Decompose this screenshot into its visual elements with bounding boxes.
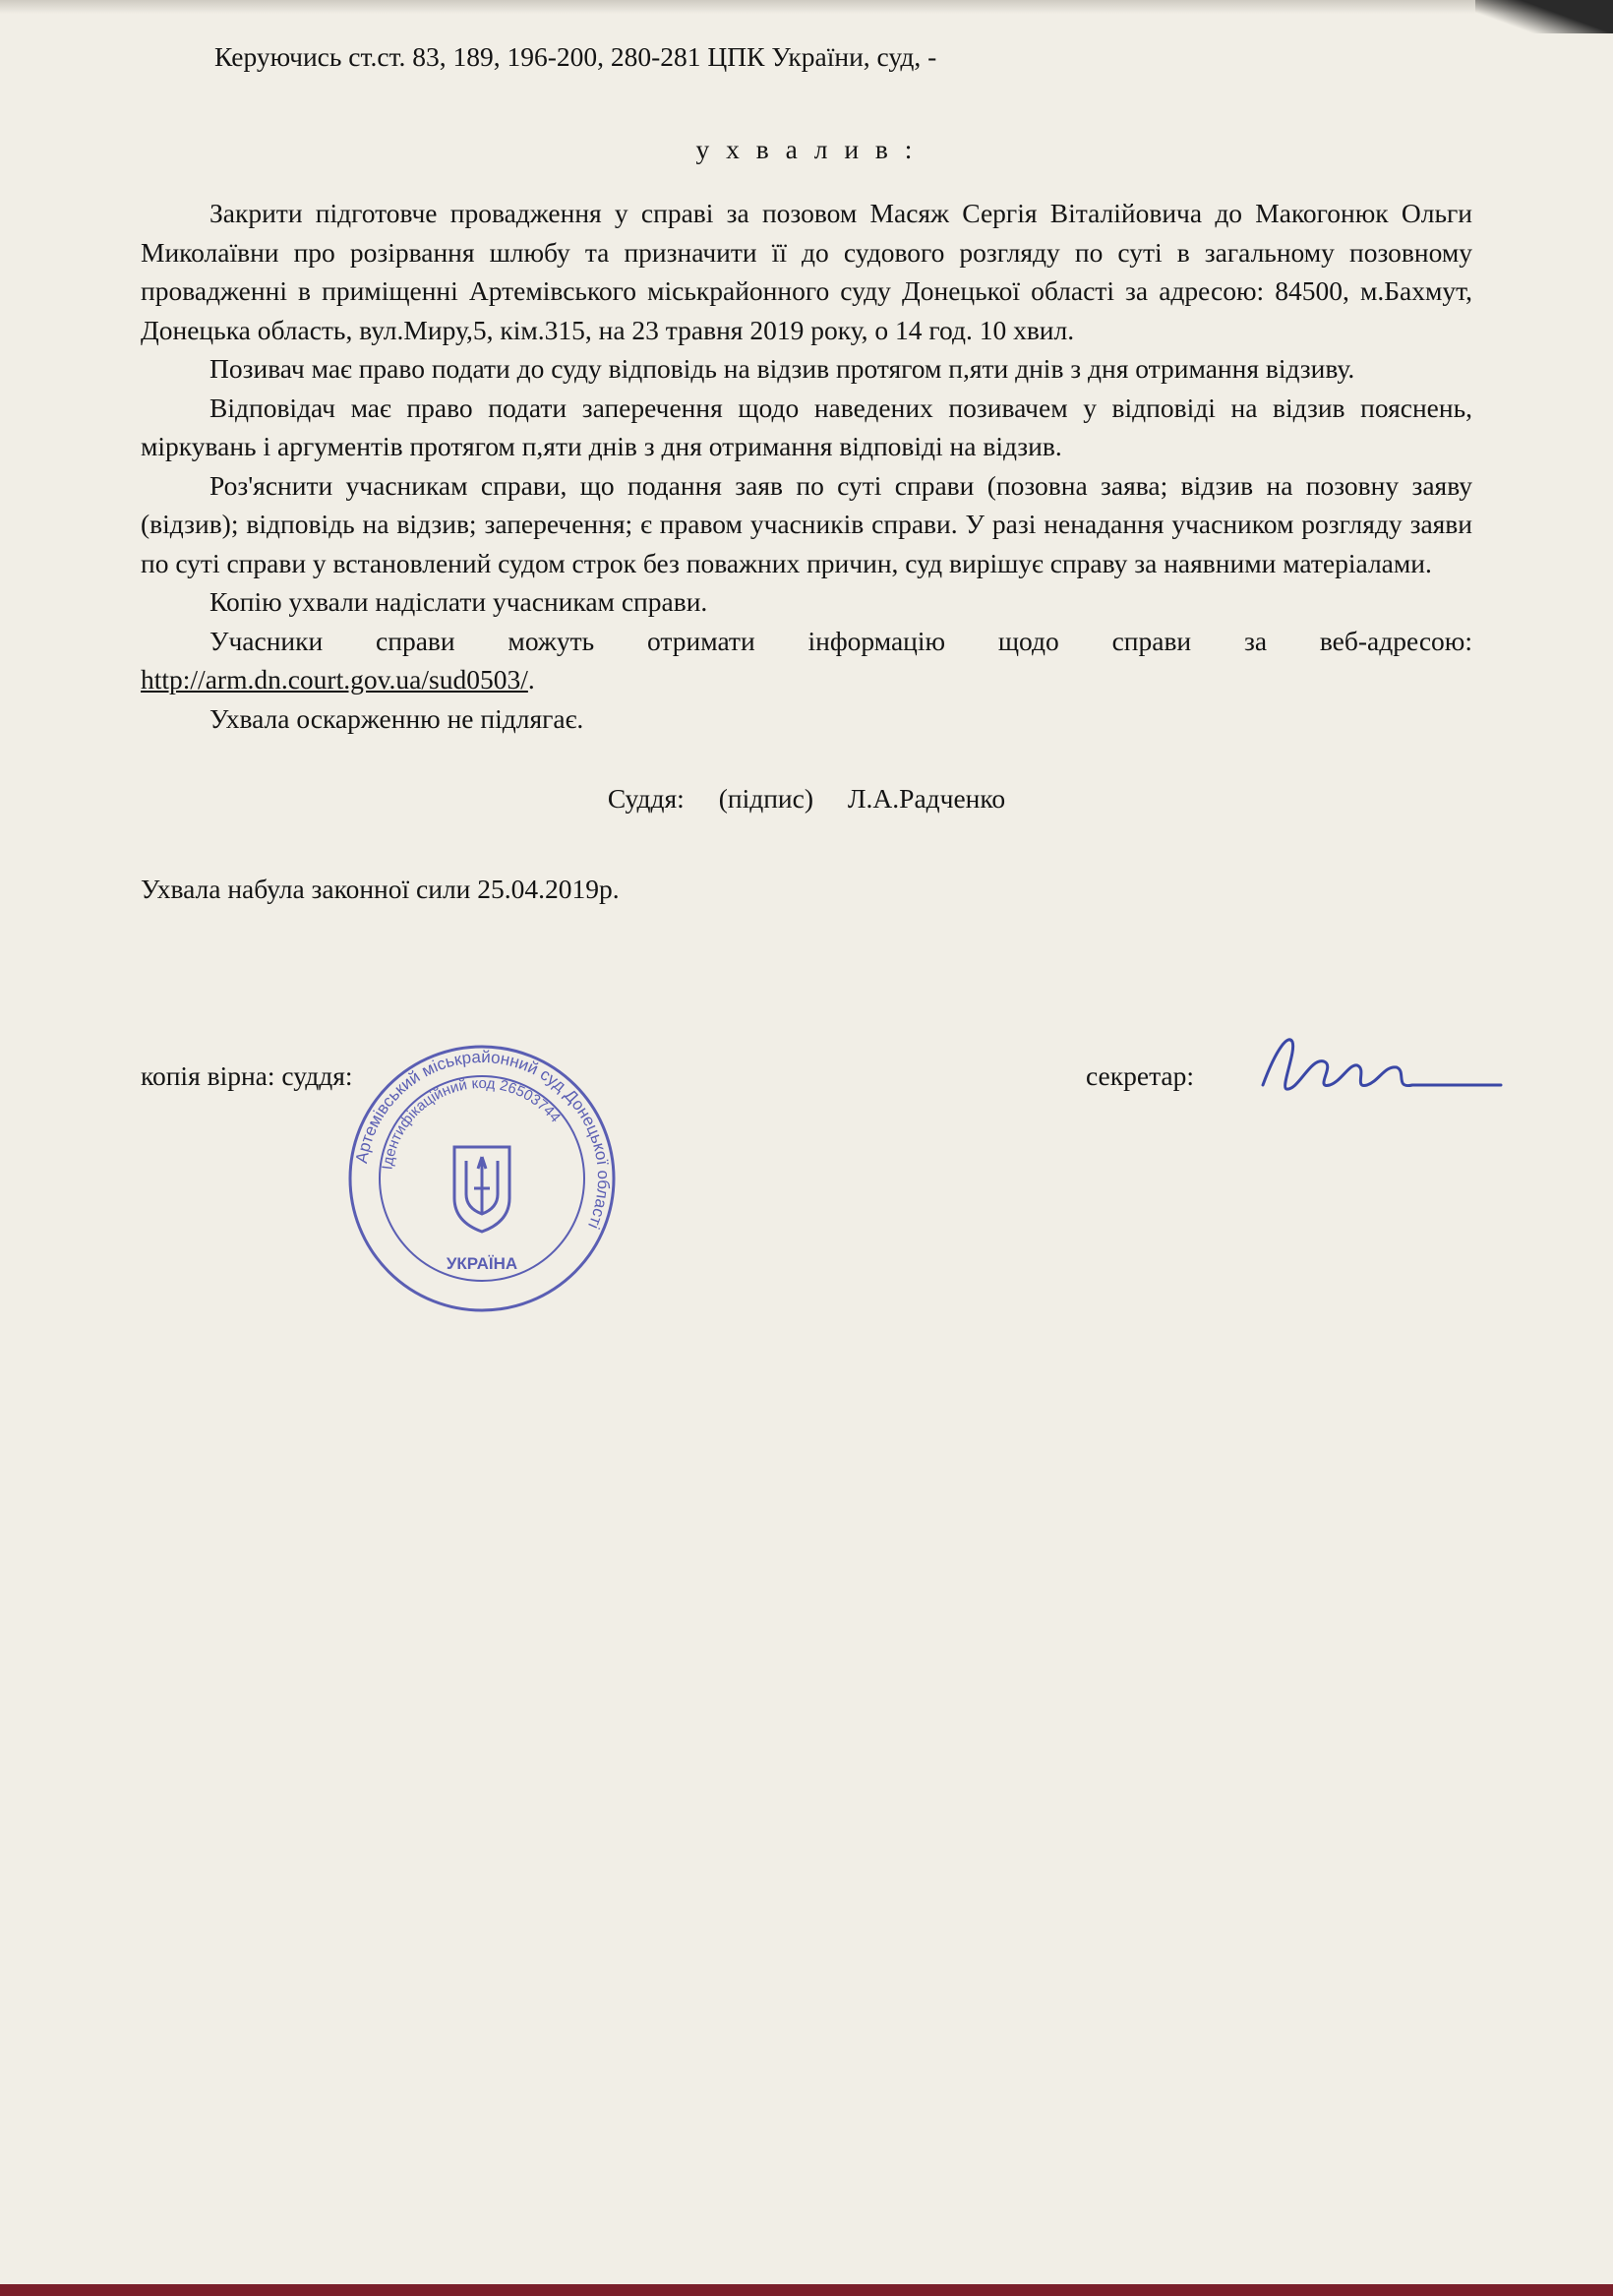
document-body [141, 37, 1472, 936]
paragraph-no-appeal: Ухвала оскарженню не підлягає. [209, 702, 584, 734]
paragraph-hearing: Закрити підготовче провадження у справі за позовом Масяж Сергія Віталійовича до Макогонюк Ольги Миколаївни про розірвання шлюбу та призначити її до судового розгляду по суті в загальному позовному провадженні в приміщенні Артемівського міськрайонного суду Донецької області за адресою: 84500, м.Бахмут, Донецька область, вул.Миру,5, кім.315, на 23 травня 2019 року, о 14 год. 10 хвил. [141, 198, 1472, 345]
secretary-signature [1259, 1028, 1505, 1117]
judge-label: Суддя: [607, 783, 685, 814]
paragraph-plaintiff-right: Позивач має право подати до суду відповідь на відзив протягом п,яти днів з дня отримання відзиву. [209, 353, 1355, 384]
paragraph-web-address [141, 622, 1472, 699]
web-paragraph-text: Учасники справи можуть отримати інформацію щодо справи за веб-адресою: [209, 625, 1472, 656]
stamp-bottom-text: УКРАЇНА [446, 1254, 518, 1273]
web-paragraph-suffix: . [527, 664, 535, 695]
secretary-label: секретар: [1086, 1060, 1195, 1091]
stamp-inner-text: Ідентифікаційний код 26503744 [379, 1074, 565, 1171]
paragraph-explanation: Роз'яснити учасникам справи, що подання заяв по суті справи (позовна заява; відзив на позовну заяву (відзив); відповідь на відзив; заперечення; є правом учасників справи. У разі ненадання учасником розгляду заяви по суті справи у встановлений судом строк без поважних причин, суд вирішує справу за наявними матеріалами. [141, 469, 1472, 578]
trident-emblem-icon [454, 1147, 509, 1232]
court-seal-stamp [344, 1041, 620, 1316]
judge-signature-note: (підпис) [718, 783, 814, 814]
scan-edge-top [0, 0, 1613, 14]
decision-heading: у х в а л и в : [695, 133, 918, 164]
paragraph-defendant-right: Відповідач має право подати заперечення щодо наведених позивачем у відповіді на відзив пояснень, міркувань і аргументів протягом п,яти днів з дня отримання відповіді на відзив. [141, 392, 1472, 461]
paragraph-send-copy: Копію ухвали надіслати учасникам справи. [209, 586, 708, 617]
court-website-link[interactable]: http://arm.dn.court.gov.ua/sud0503/ [141, 664, 528, 695]
intro-line: Керуючись ст.ст. 83, 189, 196-200, 280-281 ЦПК України, суд, - [214, 41, 937, 72]
effective-date-note: Ухвала набула законної сили 25.04.2019р. [141, 873, 620, 904]
scan-corner-shadow [1475, 0, 1613, 33]
judge-line [141, 779, 1472, 818]
copy-certified-label: копія вірна: суддя: [141, 1060, 353, 1091]
scan-edge-bottom [0, 2284, 1613, 2296]
judge-name: Л.А.Радченко [847, 783, 1006, 814]
stamp-outer-text: Артемівський міськрайонний суд Донецької області [352, 1047, 614, 1233]
